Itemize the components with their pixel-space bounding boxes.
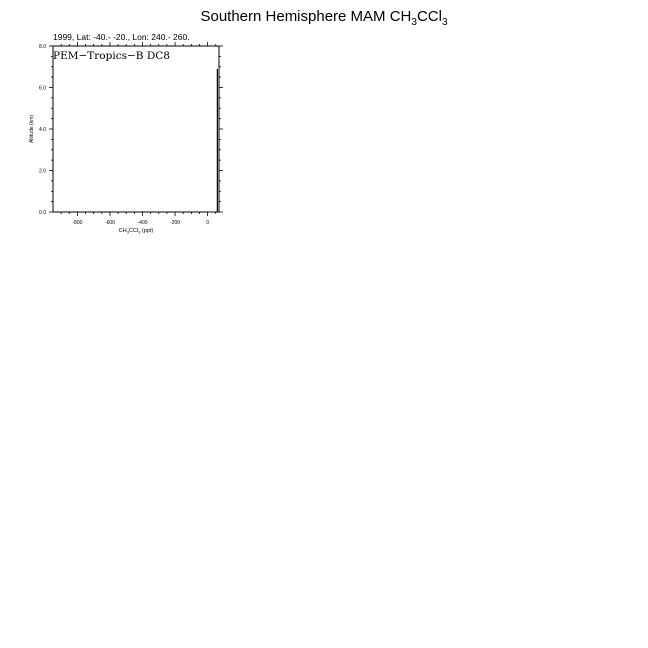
y-tick-label: 0.0 bbox=[39, 210, 46, 216]
chart-subtitle: 1999, Lat: -40.- -20., Lon: 240.- 260. bbox=[53, 32, 190, 42]
chart-title: Southern Hemisphere MAM $CH_3CCl_3$ bbox=[200, 8, 448, 28]
x-tick-label: -200 bbox=[170, 220, 181, 226]
plot-frame bbox=[53, 46, 219, 212]
x-tick-label: -600 bbox=[104, 220, 115, 226]
y-tick-label: 6.0 bbox=[39, 85, 46, 92]
x-tick-label: -400 bbox=[137, 220, 148, 226]
y-tick-label: 2.0 bbox=[39, 168, 46, 175]
axis-ticks bbox=[39, 42, 223, 226]
plot-annotation: PEM−Tropics−B DC8 bbox=[53, 50, 170, 62]
x-tick-label: 0 bbox=[206, 220, 209, 226]
x-axis-label: $CH_3CCl_3$ (ppt) bbox=[118, 228, 154, 235]
y-tick-label: 8.0 bbox=[39, 44, 46, 50]
y-axis-label: Altitude (km) bbox=[29, 114, 35, 144]
y-tick-label: 4.0 bbox=[39, 127, 46, 133]
x-tick-label: -800 bbox=[72, 220, 83, 226]
